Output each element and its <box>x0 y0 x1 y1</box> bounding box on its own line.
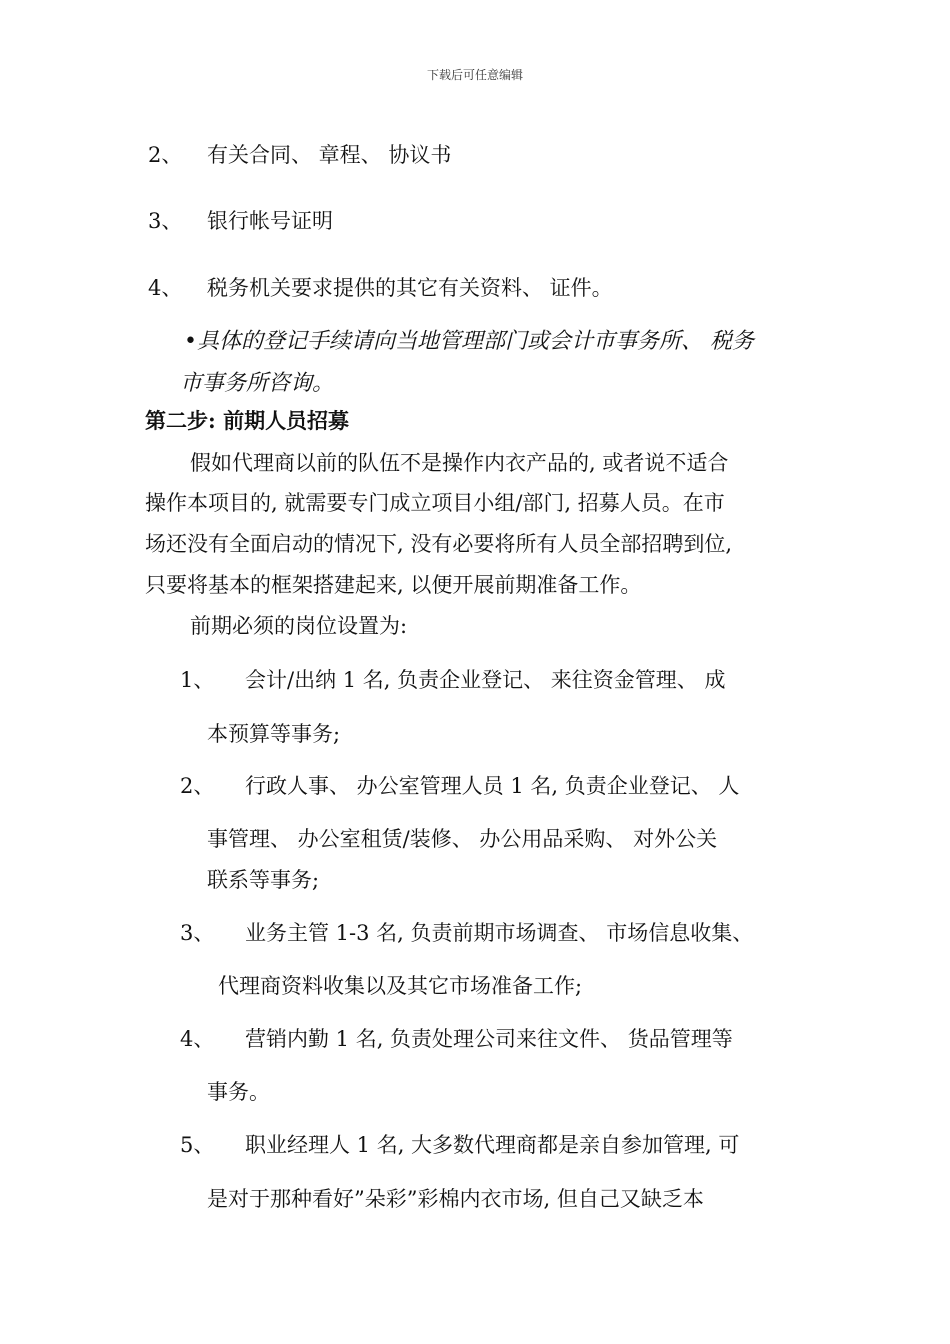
note-line-2: 市事务所咨询。 <box>180 371 335 396</box>
position-number: 3、 <box>180 921 215 945</box>
list-item-text: 税务机关要求提供的其它有关资料、 证件。 <box>207 276 613 300</box>
position-text: 营销内勤 1 名, 负责处理公司来往文件、 货品管理等 <box>245 1027 733 1051</box>
position-text-cont: 事务。 <box>207 1080 270 1104</box>
positions-intro: 前期必须的岗位设置为: <box>190 614 408 638</box>
list-number: 2、 <box>148 143 183 167</box>
position-text-cont: 事管理、 办公室租赁/装修、 办公用品采购、 对外公关 <box>207 827 718 851</box>
position-number: 2、 <box>180 774 215 798</box>
position-text-cont: 联系等事务; <box>207 868 320 892</box>
list-number: 4、 <box>148 276 183 300</box>
list-item-text: 有关合同、 章程、 协议书 <box>207 143 452 167</box>
page-header: 下载后可任意编辑 <box>426 68 523 82</box>
position-text: 业务主管 1-3 名, 负责前期市场调查、 市场信息收集、 <box>245 921 754 945</box>
note-line-1: •具体的登记手续请向当地管理部门或会计市事务所、 税务 <box>184 329 754 354</box>
paragraph-line: 只要将基本的框架搭建起来, 以便开展前期准备工作。 <box>145 573 642 597</box>
section-heading: 第二步: 前期人员招募 <box>145 408 350 433</box>
list-item-text: 银行帐号证明 <box>207 209 333 233</box>
position-number: 5、 <box>180 1133 215 1157</box>
position-text-cont: 本预算等事务; <box>207 722 341 746</box>
list-number: 3、 <box>148 209 183 233</box>
position-text-cont: 是对于那种看好”朵彩”彩棉内衣市场, 但自己又缺乏本 <box>207 1187 704 1211</box>
paragraph-line: 假如代理商以前的队伍不是操作内衣产品的, 或者说不适合 <box>190 451 729 475</box>
paragraph-line: 操作本项目的, 就需要专门成立项目小组/部门, 招募人员。在市 <box>145 491 725 515</box>
position-text: 职业经理人 1 名, 大多数代理商都是亲自参加管理, 可 <box>245 1133 740 1157</box>
position-text: 会计/出纳 1 名, 负责企业登记、 来往资金管理、 成 <box>245 668 726 692</box>
position-text: 行政人事、 办公室管理人员 1 名, 负责企业登记、 人 <box>245 774 740 798</box>
position-text-cont: 代理商资料收集以及其它市场准备工作; <box>218 974 583 998</box>
position-number: 1、 <box>180 668 215 692</box>
paragraph-line: 场还没有全面启动的情况下, 没有必要将所有人员全部招聘到位, <box>145 532 733 556</box>
position-number: 4、 <box>180 1027 215 1051</box>
